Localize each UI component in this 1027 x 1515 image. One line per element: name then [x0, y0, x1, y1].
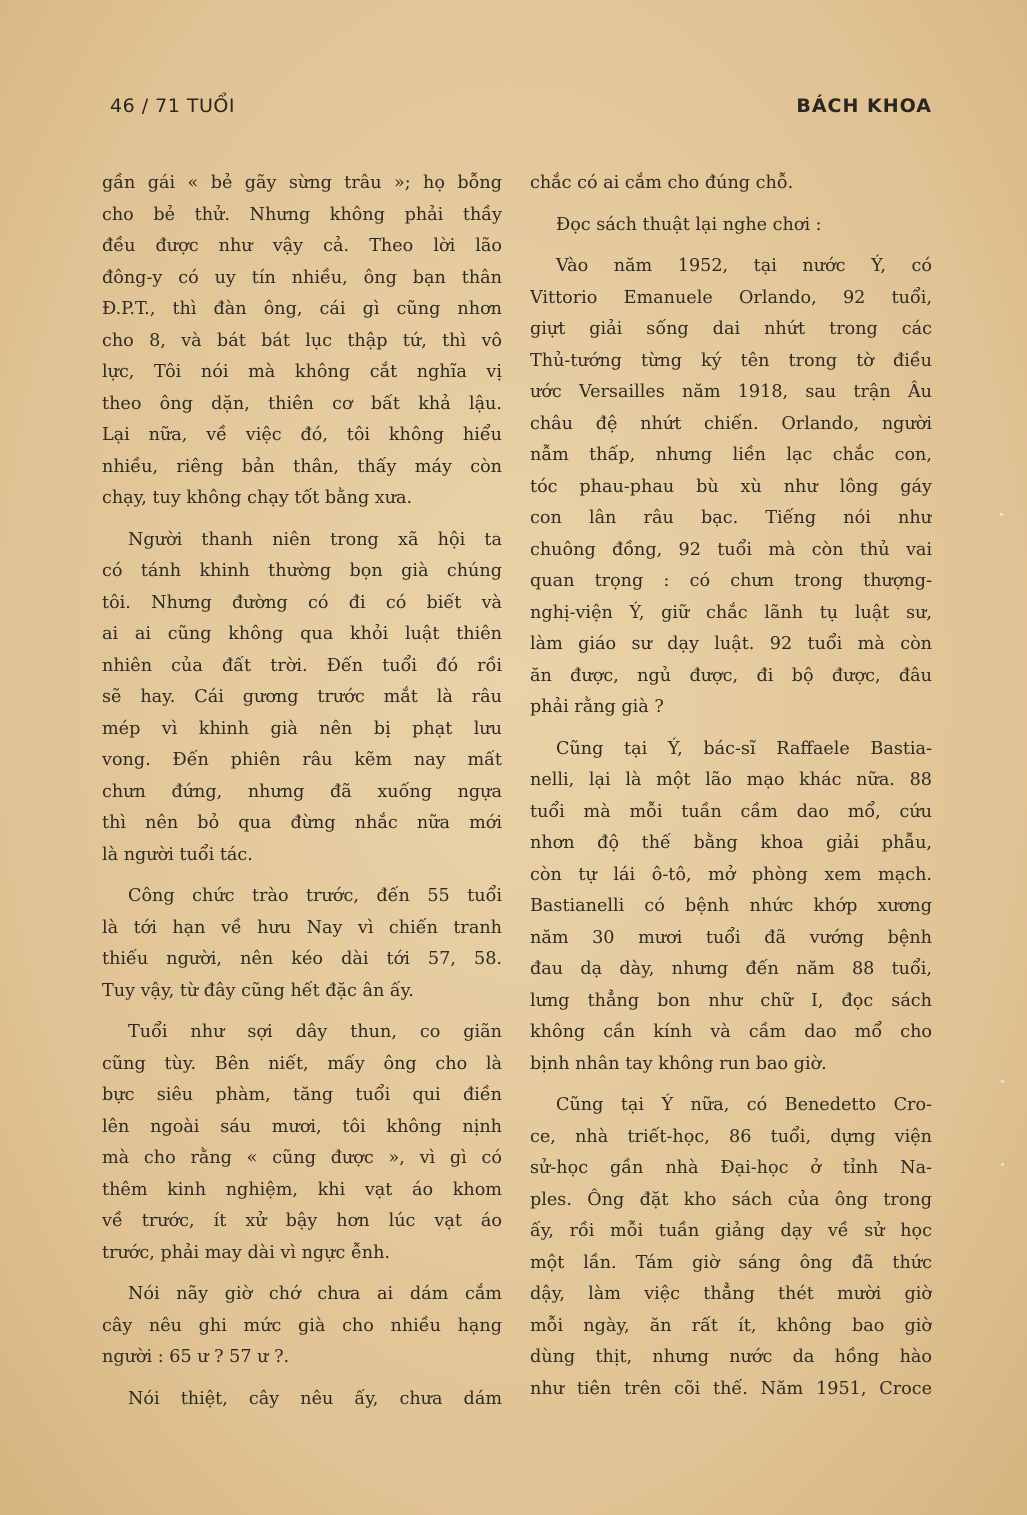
paragraph	[102, 1017, 502, 1269]
text-line: theo ông dặn, thiên cơ bất khả lậu.	[102, 393, 502, 414]
text-line: Vào năm 1952, tại nước Ý, có	[556, 256, 932, 276]
text-line: bực siêu phàm, tăng tuổi qui điền	[102, 1085, 502, 1105]
text-line: con lân râu bạc. Tiếng nói như	[530, 508, 932, 528]
text-line: còn tự lái ô-tô, mở phòng xem mạch.	[530, 864, 932, 885]
text-line: Tuổi như sợi dây thun, co giãn	[128, 1022, 502, 1042]
text-line: sử-học gần nhà Đại-học ở tỉnh Na-	[530, 1158, 932, 1178]
text-line: cây nêu ghi mức già cho nhiều hạng	[102, 1315, 502, 1336]
text-line: tóc phau-phau bù xù như lông gáy	[530, 476, 932, 497]
text-line: cũng tùy. Bên niết, mấy ông cho là	[102, 1053, 502, 1074]
text-line: gần gái « bẻ gãy sừng trâu »; họ bỗng	[102, 173, 502, 193]
paper-speck	[1001, 1080, 1004, 1083]
text-line: làm giáo sư dạy luật. 92 tuổi mà còn	[530, 634, 932, 654]
text-line: giựt giải sống dai nhứt trong các	[530, 319, 932, 339]
text-line: đông-y có uy tín nhiều, ông bạn thân	[102, 267, 502, 288]
text-line: trước, phải may dài vì ngực ễnh.	[102, 1242, 391, 1263]
text-line: mỗi ngày, ăn rất ít, không bao giờ	[530, 1315, 932, 1336]
text-line: lực, Tôi nói mà không cắt nghĩa vị	[102, 362, 502, 382]
text-line: chưn đứng, nhưng đã xuống ngựa	[102, 781, 502, 802]
text-line: có tánh khinh thường bọn già chúng	[102, 561, 502, 581]
text-line: phải rằng già ?	[530, 697, 664, 717]
text-line: Thủ-tướng từng ký tên trong tờ điều	[530, 350, 932, 371]
text-line: Cũng tại Ý nữa, có Benedetto Cro-	[556, 1095, 932, 1115]
left-column	[102, 168, 502, 1415]
text-line: nhơn độ thế bằng khoa giải phẫu,	[530, 833, 932, 853]
right-column	[530, 168, 932, 1405]
text-line: Đ.P.T., thì đàn ông, cái gì cũng nhơn	[102, 299, 502, 319]
magazine-title: BÁCH KHOA	[796, 95, 932, 117]
text-line: ce, nhà triết-học, 86 tuổi, dựng viện	[530, 1126, 932, 1147]
text-line: thì nên bỏ qua đừng nhắc nữa mới	[102, 813, 502, 833]
text-line: Bastianelli có bệnh nhức khớp xương	[530, 896, 932, 916]
text-line: chắc có ai cắm cho đúng chỗ.	[530, 173, 794, 193]
text-line: Nói thiệt, cây nêu ấy, chưa dám	[128, 1388, 502, 1409]
paragraph	[102, 525, 502, 872]
page-number-section-title: 46 / 71 TUỔI	[110, 95, 235, 117]
text-line: Lại nữa, về việc đó, tôi không hiểu	[102, 425, 502, 445]
text-line: tôi. Nhưng đường có đi có biết và	[102, 592, 502, 613]
text-line: mép vì khinh già nên bị phạt lưu	[102, 718, 502, 739]
text-line: không cần kính và cầm dao mổ cho	[530, 1022, 932, 1042]
text-line: ples. Ông đặt kho sách của ông trong	[530, 1189, 932, 1210]
paragraph	[102, 168, 502, 515]
text-line: nhiều, riêng bản thân, thấy máy còn	[102, 456, 502, 477]
text-line: vong. Đến phiên râu kẽm nay mất	[102, 750, 502, 770]
text-line: là tới hạn về hưu Nay vì chiến tranh	[102, 917, 502, 938]
text-line: nghị-viện Ý, giữ chắc lãnh tụ luật sư,	[530, 602, 932, 623]
text-line: Vittorio Emanuele Orlando, 92 tuổi,	[530, 287, 932, 308]
text-line: ăn được, ngủ được, đi bộ được, đâu	[530, 665, 932, 686]
text-line: quan trọng : có chưn trong thượng-	[530, 571, 932, 591]
paragraph	[530, 210, 932, 242]
paragraph	[530, 1090, 932, 1405]
paper-speck	[1001, 1163, 1004, 1166]
text-line: lưng thẳng bon như chữ I, đọc sách	[530, 990, 932, 1011]
text-line: Đọc sách thuật lại nghe chơi :	[556, 214, 822, 235]
paragraph	[102, 1279, 502, 1374]
text-line: Tuy vậy, từ đây cũng hết đặc ân ấy.	[102, 980, 414, 1001]
text-line: sẽ hay. Cái gương trước mắt là râu	[102, 687, 502, 707]
text-line: ước Versailles năm 1918, sau trận Âu	[530, 382, 932, 402]
text-line: mà cho rằng « cũng được », vì gì có	[102, 1148, 502, 1168]
text-line: Nói nãy giờ chớ chưa ai dám cắm	[128, 1284, 502, 1304]
running-header	[110, 88, 932, 124]
text-line: là người tuổi tác.	[102, 844, 253, 865]
text-line: đều được như vậy cả. Theo lời lão	[102, 236, 502, 256]
text-line: thêm kinh nghiệm, khi vạt áo khom	[102, 1179, 502, 1200]
text-line: chạy, tuy không chạy tốt bằng xưa.	[102, 488, 413, 508]
text-line: năm 30 mươi tuổi đã vướng bệnh	[530, 927, 932, 948]
paragraph	[530, 251, 932, 724]
text-line: lên ngoài sáu mươi, tôi không nịnh	[102, 1116, 502, 1137]
paragraph	[102, 1384, 502, 1416]
text-line: dùng thịt, nhưng nước da hồng hào	[530, 1347, 932, 1367]
paragraph	[530, 734, 932, 1081]
text-line: cho bẻ thử. Nhưng không phải thầy	[102, 204, 502, 225]
text-line: nẫm thấp, nhưng liền lạc chắc con,	[530, 445, 932, 465]
text-line: Công chức trào trước, đến 55 tuổi	[128, 886, 502, 906]
text-line: như tiên trên cõi thế. Năm 1951, Croce	[530, 1378, 932, 1399]
text-line: châu đệ nhứt chiến. Orlando, người	[530, 413, 932, 434]
text-line: người : 65 ư ? 57 ư ?.	[102, 1347, 290, 1367]
text-line: chuông đồng, 92 tuổi mà còn thủ vai	[530, 539, 932, 560]
text-line: Cũng tại Ý, bác-sĩ Raffaele Bastia-	[556, 738, 932, 759]
text-line: đau dạ dày, nhưng đến năm 88 tuổi,	[530, 959, 932, 979]
text-line: Người thanh niên trong xã hội ta	[128, 529, 502, 550]
text-line: dậy, làm việc thẳng thét mười giờ	[530, 1284, 932, 1304]
paper-speck	[1000, 513, 1003, 516]
text-line: nelli, lại là một lão mạo khác nữa. 88	[530, 770, 932, 790]
text-line: tuổi mà mỗi tuần cầm dao mổ, cứu	[530, 801, 932, 822]
text-line: thiếu người, nên kéo dài tới 57, 58.	[102, 949, 502, 969]
paragraph	[102, 881, 502, 1007]
text-line: về trước, ít xử bậy hơn lúc vạt áo	[102, 1211, 502, 1231]
text-line: ấy, rồi mỗi tuần giảng dạy về sử học	[530, 1221, 932, 1241]
text-line: nhiên của đất trời. Đến tuổi đó rồi	[102, 655, 502, 676]
text-line: bịnh nhân tay không run bao giờ.	[530, 1053, 827, 1074]
text-line: cho 8, và bát bát lục thập tứ, thì vô	[102, 330, 502, 351]
paragraph	[530, 168, 932, 200]
text-line: ai ai cũng không qua khỏi luật thiên	[102, 624, 502, 644]
text-line: một lần. Tám giờ sáng ông đã thức	[530, 1252, 932, 1273]
